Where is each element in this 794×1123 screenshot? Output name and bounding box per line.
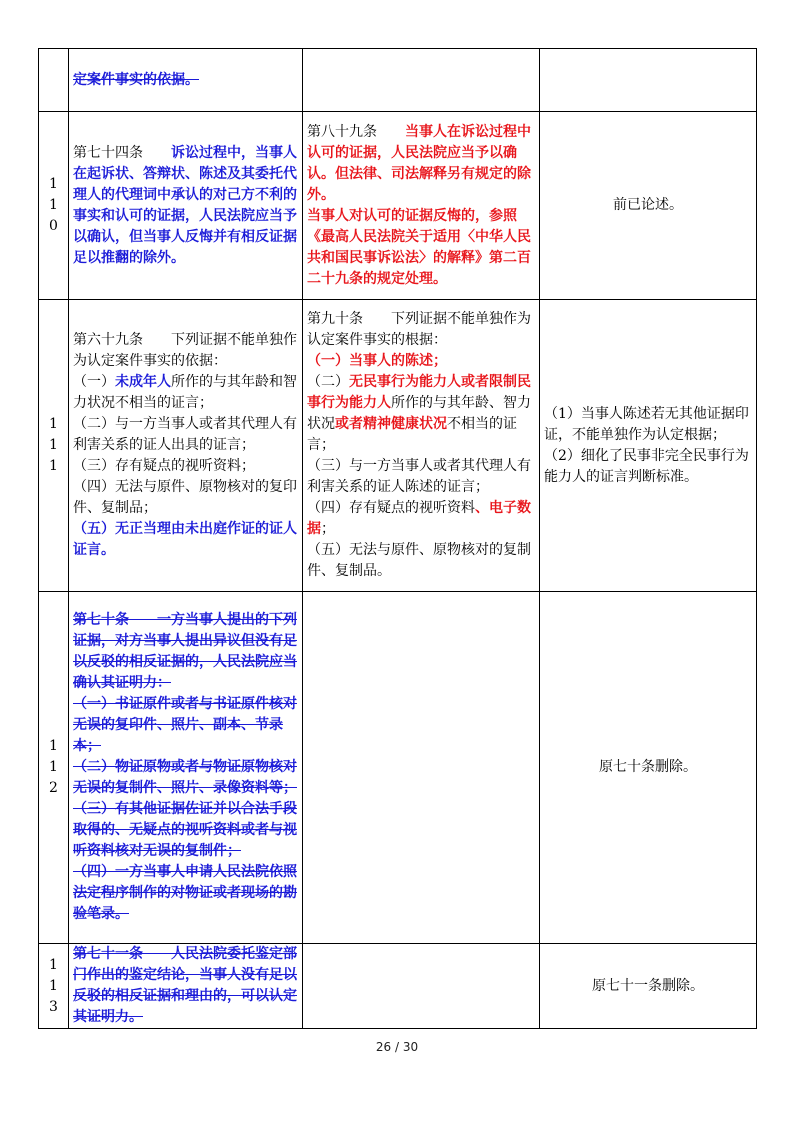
new-provision <box>303 300 540 592</box>
list-item: （一）未成年人所作的与其年龄和智力状况不相当的证言； <box>73 374 297 411</box>
deleted-text: 定案件事实的依据。 <box>73 71 199 88</box>
list-item: （二）与一方当事人或者其代理人有利害关系的证人出具的证言； <box>73 416 297 453</box>
list-item: （四）存有疑点的视听资料、电子数据； <box>307 500 531 537</box>
list-item: （三）与一方当事人或者其代理人有利害关系的证人陈述的证言； <box>307 458 531 495</box>
table-row <box>39 592 757 944</box>
row-number <box>39 49 69 112</box>
deleted-text: （一）书证原件或者与书证原件核对无误的复印件、照片、副本、节录本； <box>73 696 297 754</box>
new-provision <box>303 592 540 944</box>
old-provision <box>69 112 303 300</box>
table-row <box>39 112 757 300</box>
deleted-text: （三）有其他证据佐证并以合法手段取得的、无疑点的视听资料或者与视听资料核对无误的复制件； <box>73 801 297 859</box>
note-item: （1）当事人陈述若无其他证据印证，不能单独作为认定根据； <box>544 405 749 443</box>
deleted-text: 第七十条 一方当事人提出的下列证据，对方当事人提出异议但没有足以反驳的相反证据的，人民法院应当确认其证明力： <box>73 612 297 691</box>
note <box>540 300 757 592</box>
deleted-text: 第七十一条 人民法院委托鉴定部门作出的鉴定结论，当事人没有足以反驳的相反证据和理由的，可以认定其证明力。 <box>73 946 297 1025</box>
table-row <box>39 300 757 592</box>
deleted-text: （二）物证原物或者与物证原物核对无误的复制件、照片、录像资料等； <box>73 759 297 796</box>
list-item: （一）当事人的陈述； <box>307 353 447 369</box>
table-row <box>39 944 757 1029</box>
article-text: 当事人对认可的证据反悔的，参照《最高人民法院关于适用〈中华人民共和国民事诉讼法〉的解释》第二百二十九条的规定处理。 <box>307 207 531 287</box>
new-provision <box>303 944 540 1029</box>
article-head: 第九十条 下列证据不能单独作为认定案件事实的根据： <box>307 311 531 348</box>
article-text: 当事人在诉讼过程中认可的证据，人民法院应当予以确认。但法律、司法解释另有规定的除外。 <box>307 123 531 203</box>
deleted-text: （四）一方当事人申请人民法院依照法定程序制作的对物证或者现场的勘验笔录。 <box>73 864 297 922</box>
note-item: （2）细化了民事非完全民事行为能力人的证言判断标准。 <box>544 447 749 485</box>
row-number: 1 1 3 <box>39 944 69 1029</box>
old-provision <box>69 944 303 1029</box>
list-item: （三）存有疑点的视听资料； <box>73 458 255 474</box>
old-provision <box>69 300 303 592</box>
article-number: 第七十四条 <box>73 144 171 161</box>
list-item: （四）无法与原件、原物核对的复印件、复制品； <box>73 479 297 516</box>
old-provision <box>69 49 303 112</box>
row-number: 1 1 2 <box>39 592 69 944</box>
article-number: 第八十九条 <box>307 123 405 140</box>
article-text: 诉讼过程中，当事人在起诉状、答辩状、陈述及其委托代理人的代理词中承认的对己方不利的事实和认可的证据，人民法院应当予以确认，但当事人反悔并有相反证据足以推翻的除外。 <box>73 144 297 266</box>
list-item: （五）无正当理由未出庭作证的证人证言。 <box>73 521 297 558</box>
comparison-table <box>38 48 757 1029</box>
list-item: （五）无法与原件、原物核对的复制件、复制品。 <box>307 542 531 579</box>
table-row <box>39 49 757 112</box>
row-number: 1 1 0 <box>39 112 69 300</box>
note: 前已论述。 <box>540 112 757 300</box>
new-provision <box>303 49 540 112</box>
note: 原七十条删除。 <box>540 592 757 944</box>
old-provision <box>69 592 303 944</box>
list-item: （二）无民事行为能力人或者限制民事行为能力人所作的与其年龄、智力状况或者精神健康状况不相当的证言； <box>307 374 531 453</box>
note <box>540 49 757 112</box>
row-number: 1 1 1 <box>39 300 69 592</box>
new-provision <box>303 112 540 300</box>
article-head: 第六十九条 下列证据不能单独作为认定案件事实的依据： <box>73 332 297 369</box>
note: 原七十一条删除。 <box>540 944 757 1029</box>
page-number: 26 / 30 <box>375 1040 419 1054</box>
